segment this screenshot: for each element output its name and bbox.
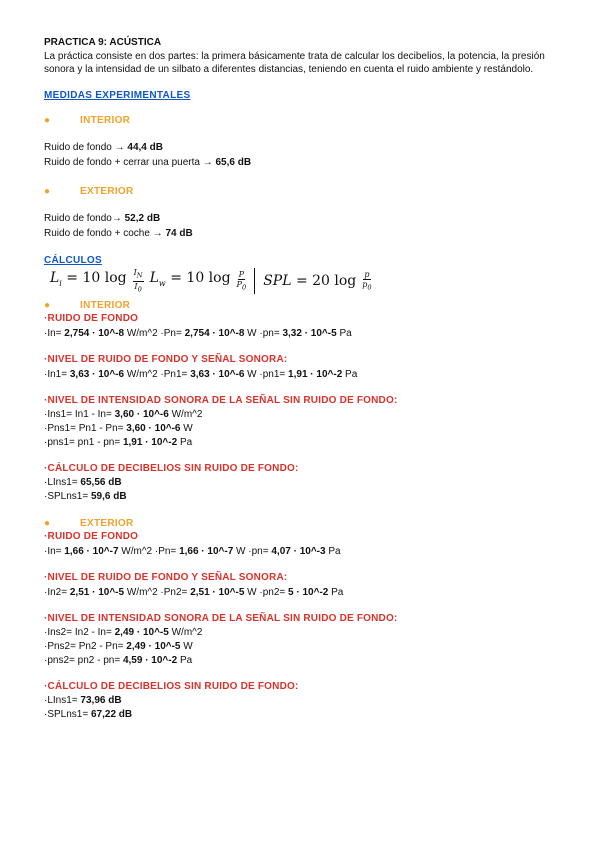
measure-line — [44, 227, 564, 240]
document-page — [44, 36, 564, 721]
calc-line: ·In= 2,754 · 10^-8 W/m^2 ·Pn= 2,754 · 10^-8 W ·pn= 3,32 · 10^-5 Pa — [44, 328, 352, 339]
measure-line — [44, 156, 564, 169]
calc-line: ·In= 1,66 · 10^-7 W/m^2 ·Pn= 1,66 · 10^-7 W ·pn= 4,07 · 10^-3 Pa — [44, 546, 341, 557]
calc-line: ·SPLns1= 59,6 dB — [44, 491, 127, 502]
calc-line: ·LIns1= 65,56 dB — [44, 477, 122, 488]
formula-lw: $L_w = 10$ log — [149, 270, 231, 288]
formula-divider — [254, 268, 255, 294]
measures-heading: MEDIDAS EXPERIMENTALES — [44, 90, 191, 101]
measure-text: Ruido de fondo + coche → — [44, 228, 166, 239]
measure-value: 74 dB — [165, 228, 193, 239]
document-title: PRACTICA 9: ACÚSTICA — [44, 37, 162, 48]
calc-line: ·Pns2= Pn2 - Pn= 2,49 · 10^-5 W — [44, 641, 193, 652]
fraction: $\frac{I_N}{I_0}$ — [133, 267, 143, 294]
calc-heading: CÁLCULOS — [44, 255, 102, 266]
bullet-exterior — [44, 185, 564, 198]
fraction: $\frac{P}{P_0}$ — [236, 269, 247, 292]
measure-text: Ruido de fondo → — [44, 142, 128, 153]
bullet-label: INTERIOR — [80, 300, 131, 311]
section-title: ·NIVEL DE RUIDO DE FONDO Y SEÑAL SONORA: — [44, 354, 288, 365]
measure-value: 52,2 dB — [124, 213, 161, 224]
measure-value: 44,4 dB — [127, 142, 163, 153]
bullet-icon: ● — [44, 115, 51, 126]
calc-line: ·Ins2= In2 - In= 2,49 · 10^-5 W/m^2 — [44, 627, 203, 638]
calc-line: ·Pns1= Pn1 - Pn= 3,60 · 10^-6 W — [44, 423, 193, 434]
section-title: ·CÁLCULO DE DECIBELIOS SIN RUIDO DE FONDO: — [44, 463, 299, 474]
calc-line: ·SPLns1= 67,22 dB — [44, 709, 133, 720]
measure-line — [44, 141, 564, 154]
measure-line — [44, 212, 564, 225]
section-title: ·NIVEL DE INTENSIDAD SONORA DE LA SEÑAL SIN RUIDO DE FONDO: — [44, 395, 398, 406]
bullet-label: EXTERIOR — [80, 186, 134, 197]
measure-text: Ruido de fondo→ — [44, 213, 125, 224]
bullet-icon: ● — [44, 300, 51, 311]
bullet-icon: ● — [44, 186, 51, 197]
calc-line: ·LIns1= 73,96 dB — [44, 695, 122, 706]
section-title: ·NIVEL DE INTENSIDAD SONORA DE LA SEÑAL SIN RUIDO DE FONDO: — [44, 613, 398, 624]
section-title: ·RUIDO DE FONDO — [44, 313, 139, 324]
bullet-calc-exterior — [44, 517, 564, 530]
intro-paragraph: La práctica consiste en dos partes: la primera básicamente trata de calcular los decibelios, la potencia, la presión sonora y la intensidad de un silbato a diferentes distancias, teniendo en cuenta el ruido ambiente y restándolo. — [44, 51, 545, 75]
bullet-interior — [44, 114, 564, 127]
calc-line: ·In2= 2,51 · 10^-5 W/m^2 ·Pn2= 2,51 · 10^-5 W ·pn2= 5 · 10^-2 Pa — [44, 587, 344, 598]
bullet-calc-interior — [44, 299, 564, 312]
fraction: $\frac{p}{p_0}$ — [362, 269, 372, 292]
bullet-label: INTERIOR — [80, 115, 131, 126]
formula-row — [50, 267, 564, 295]
formula-spl: SPL = 20 log — [263, 272, 357, 289]
measure-value: 65,6 dB — [215, 157, 252, 168]
calc-line: ·pns2= pn2 - pn= 4,59 · 10^-2 Pa — [44, 655, 193, 666]
calc-line: ·In1= 3,63 · 10^-6 W/m^2 ·Pn1= 3,63 · 10^-6 W ·pn1= 1,91 · 10^-2 Pa — [44, 369, 358, 380]
measure-text: Ruido de fondo + cerrar una puerta → — [44, 157, 216, 168]
section-title: ·NIVEL DE RUIDO DE FONDO Y SEÑAL SONORA: — [44, 572, 288, 583]
section-title: ·CÁLCULO DE DECIBELIOS SIN RUIDO DE FONDO: — [44, 681, 299, 692]
formula-li: $L_i = 10$ log — [50, 270, 127, 288]
bullet-icon: ● — [44, 518, 51, 529]
calc-line: ·pns1= pn1 - pn= 1,91 · 10^-2 Pa — [44, 437, 193, 448]
bullet-label: EXTERIOR — [80, 518, 134, 529]
section-title: ·RUIDO DE FONDO — [44, 531, 139, 542]
calc-line: ·Ins1= In1 - In= 3,60 · 10^-6 W/m^2 — [44, 409, 203, 420]
